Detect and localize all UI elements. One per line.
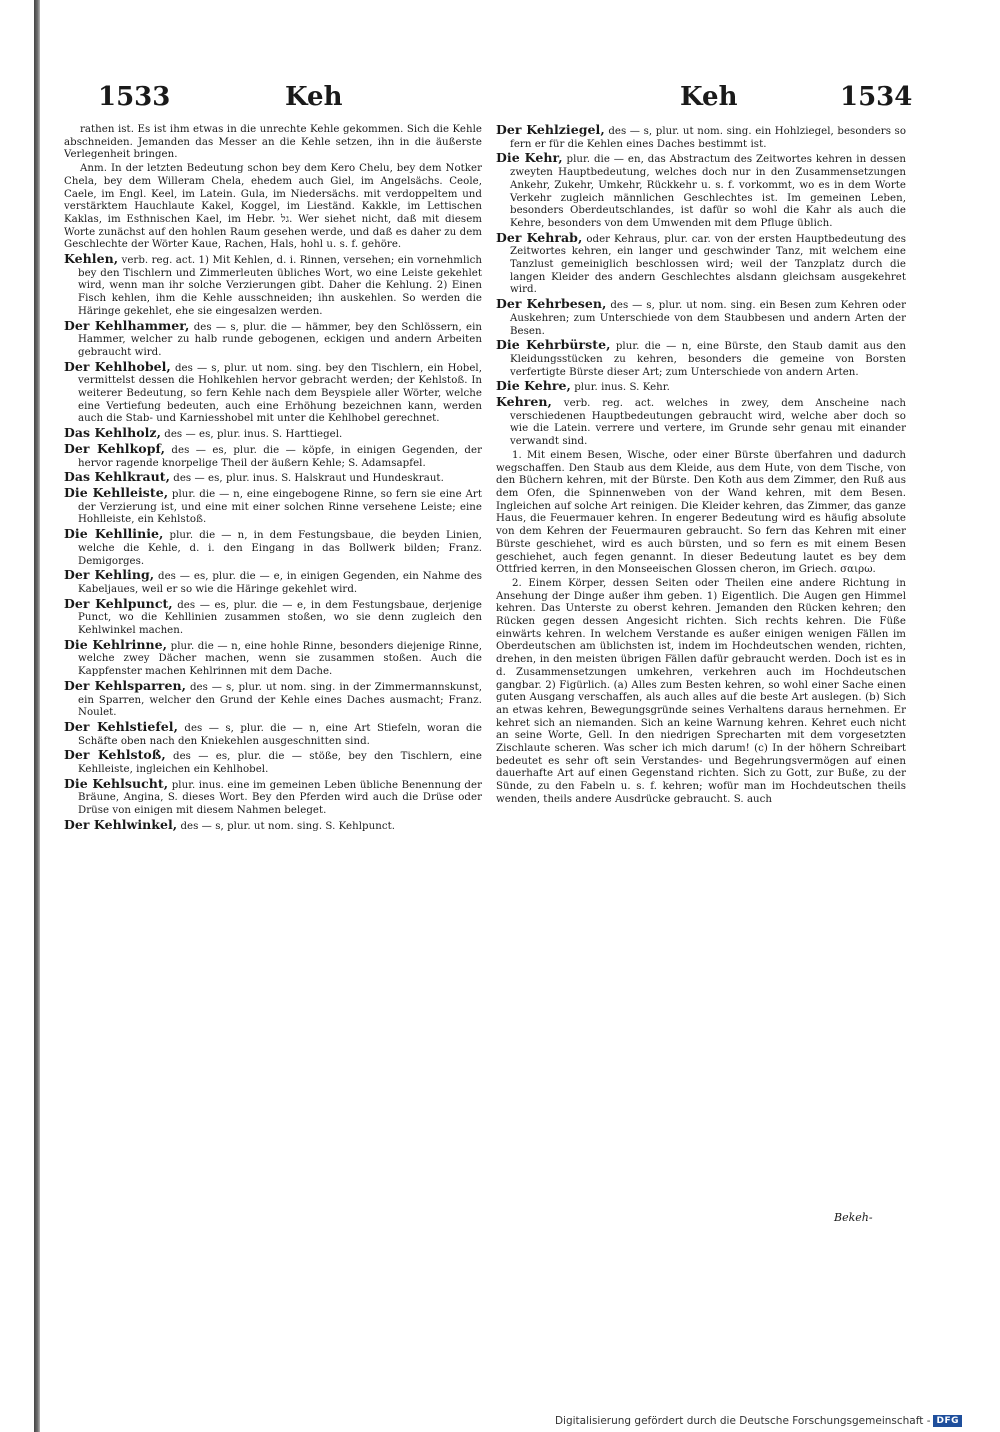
dictionary-entry (64, 749, 482, 776)
entry-headword: Der Kehlziegel, (496, 124, 605, 137)
dictionary-entry (64, 528, 482, 568)
entry-text: plur. inus. S. Kehr. (574, 382, 670, 394)
entry-text: des — s, plur. die — hämmer, bey den Schlössern, ein Hammer, welcher zu halb runde gebogenen, eckigen und andern Arbeiten gebraucht wird. (78, 321, 482, 358)
dictionary-entry (64, 636, 482, 679)
entry-text: plur. die — n, eine eingebogene Rinne, so fern sie eine Art der Verzierung ist, und eine mit einer solchen Rinne versehene Leiste; eine Hohlleiste, ein Kehlstoß. (78, 488, 482, 526)
dictionary-entry (64, 484, 482, 527)
entry-headword: Die Kehlleiste, (64, 484, 169, 500)
footer (555, 1413, 962, 1429)
left-column (64, 124, 482, 1184)
entry-headword: Der Kehlkopf, (64, 440, 166, 456)
entry-headword: Kehlen, (64, 251, 119, 267)
entry-headword: Kehren, (496, 394, 552, 410)
dictionary-entry (496, 229, 906, 298)
entry-text: plur. inus. eine im gemeinen Leben übliche Benennung der Bräune, Angina, S. dieses Wort. Bey den Pferden wird auch die Drüse oder Drüse von einigen mit diesem Nahmen beleget. (78, 779, 482, 817)
dictionary-entry (496, 380, 906, 395)
entry-text: des — es, plur. die — köpfe, in einigen Gegenden, der hervor ragende knorpelige Theil der äußern Kehle; S. Adamsapfel. (78, 444, 482, 469)
running-head-right: Keh (680, 82, 738, 112)
dfg-logo: DFG (933, 1415, 962, 1427)
entry-text: 1. Mit einem Besen, Wische, oder einer Bürste überfahren und dadurch wegschaffen. Den Staub aus dem Kleide, aus dem Hute, von dem Tische, von den Büchern kehren, mit der Bürste. Den Koth aus dem Zimmer, den Ruß aus dem Ofen, die Spinnenweben von der Wand kehren, mit dem Besen. Ingleichen auf solche Art reinigen. Die Kleider kehren, das Zimmer, das ganze Haus, die Feuermauer kehren. In engerer Bedeutung wird es häufig absolute von dem Kehren der Feuermauren gebraucht. So fern das Kehren mit einer Bürste geschiehet, wird es auch bürsten, und so fern es mit einem Besen geschiehet, auch fegen genannt. In dieser Bedeutung lautet es bey dem Ottfried kerren, in den Monseeischen Glossen cheron, im Griech. σαιρω. (496, 449, 906, 576)
entry-headword: Das Kehlholz, (64, 425, 161, 441)
entry-text: verb. reg. act. welches in zwey, dem Anscheine nach verschiedenen Hauptbedeutungen gebraucht wird, welche aber doch so wie die Latein. verrere und vertere, im Grunde sehr genau mit einander verwandt sind. (510, 398, 906, 448)
entry-text: des — s, plur. die — n, eine Art Stiefeln, woran die Schäfte oben nach den Kniekehlen ausgeschnitten sind. (78, 722, 482, 747)
dictionary-entry (64, 595, 482, 638)
entry-headword: Der Kehlwinkel, (64, 816, 178, 832)
dictionary-entry (64, 440, 482, 470)
entry-headword: Der Kehlstoß, (64, 747, 166, 763)
scan-binding-edge (34, 0, 40, 1432)
entry-paragraph (496, 578, 906, 807)
entry-text: verb. reg. act. 1) Mit Kehlen, d. i. Rinnen, versehen; ein vornehmlich bey den Tischlern und Zimmerleuten übliches Wort, wo eine Leiste gekehlet wird, wenn man ihr solche Verzierungen gibt. Daher die Kehlung. 2) Einen Fisch kehlen, ihm die Kehle ausschneiden; ihn auskehlen. So werden die Häringe gekehlet, ehe sie eingesalzen werden. (78, 255, 482, 317)
entry-text: rathen ist. Es ist ihm etwas in die unrechte Kehle gekommen. Sich die Kehle abschneiden. Jemanden das Messer an die Kehle setzen, ihn in die äußerste Verlegenheit bringen. (64, 124, 482, 161)
dictionary-entry (64, 427, 482, 442)
entry-text: oder Kehraus, plur. car. von der ersten Hauptbedeutung des Zeitwortes kehren, ein langer und geschwinder Tanz, mit welchem eine Tanzlust gemeiniglich beschlossen wird; weil der Tanzplatz durch die langen Kleider des andern Geschlechtes alsdann gleichsam ausgekehret wird. (510, 233, 906, 296)
dictionary-entry (64, 677, 482, 720)
dictionary-entry (496, 339, 906, 379)
entry-text: des — s, plur. ut nom. sing. in der Zimmermannskunst, ein Sparren, welcher den Grund der Kehle eines Daches ausmacht; Franz. Noulet. (78, 681, 482, 719)
dictionary-entry (64, 253, 482, 319)
catchword: Bekeh- (834, 1211, 873, 1224)
entry-headword: Die Kehlrinne, (64, 636, 168, 652)
entry-headword: Die Kehlsucht, (64, 775, 169, 791)
right-column (496, 124, 906, 1224)
dictionary-entry (496, 396, 906, 449)
entry-text: des — s, plur. ut nom. sing. bey den Tischlern, ein Hobel, vermittelst dessen die Hohlkehlen hervor gebracht werden; der Kehlstoß. In weiterer Bedeutung, so fern Kehle nach dem Beyspiele aller Wörter, welche eine Vertiefung bedeuten, auch eine Erhöhung bezeichnen kann, werden auch die Stab- und Karniesshobel mit unter die Kehlhobel gerechnet. (78, 362, 482, 425)
entry-text: des — es, plur. die — stöße, bey den Tischlern, eine Kehlleiste, ingleichen ein Kehlhobel. (78, 751, 482, 776)
dictionary-entry (64, 816, 482, 834)
running-head-left: Keh (285, 82, 343, 112)
entry-paragraph (64, 163, 482, 252)
entry-paragraph (64, 124, 482, 162)
entry-text: plur. die — n, in dem Festungsbaue, die beyden Linien, welche die Kehle, d. i. den Eingang in das Bollwerk bilden; Franz. Demigorges. (78, 530, 482, 567)
entry-headword: Der Kehlhobel, (64, 358, 171, 374)
entry-headword: Die Kehllinie, (64, 526, 164, 542)
entry-text: des — s, plur. ut nom. sing. ein Besen zum Kehren oder Auskehren; zum Unterschiede von dem Staubbesen und andern Arten der Besen. (510, 300, 906, 337)
dictionary-entry (64, 471, 482, 486)
entry-text: 2. Einem Körper, dessen Seiten oder Theilen eine andere Richtung in Ansehung der Dinge außer ihm geben. 1) Eigentlich. Die Augen gen Himmel kehren. Das Unterste zu oberst kehren. Jemanden den Rücken kehren; den Rücken gegen dessen Angesicht richten. Sich rechts kehren. Die Füße einwärts kehren. In welchem Verstande es außer einigen wenigen Fällen im Oberdeutschen am üblichsten ist, indem im Hochdeutschen wenden, richten, drehen, in den meisten übrigen Fällen dafür gebraucht werden. Doch ist es in d. Zusammensetzungen umkehren, verkehren auch im Hochdeutschen gangbar. 2) Figürlich. (a) Alles zum Besten kehren, so wohl einer Sache einen guten Ausgang verschaffen, als auch alles auf die beste Art auslegen. (b) Sich an etwas kehren, Bewegungsgründe seines Verhaltens daraus hernehmen. Er kehret sich an niemanden. Sich an keine Warnung kehren. Kehret euch nicht an seine Worte, Gell. In den niedrigen Sprecharten mit dem vorgesetzten Zischlaute scheren. Was scher ich mich darum! (c) In der höhern Schreibart bedeutet es sehr oft sein Verstandes- und Begehrungsvermögen auf einen dauerhafte Art auf einen Gegenstand richten. Sich zu Gott, zur Buße, zu der Sünde, zu den Fabeln u. s. f. kehren; wofür man im Hochdeutschen theils wenden, theils andere Ausdrücke gebraucht. S. auch (496, 577, 906, 805)
entry-headword: Das Kehlkraut, (64, 469, 170, 485)
dictionary-entry (64, 569, 482, 596)
entry-headword: Die Kehrbürste, (496, 337, 611, 353)
entry-headword: Der Kehlstiefel, (64, 718, 178, 734)
dictionary-entry (496, 298, 906, 338)
page-number-right: 1534 (840, 82, 913, 112)
entry-headword: Der Kehlhammer, (64, 317, 190, 333)
entry-text: plur. die — n, eine Bürste, den Staub damit aus den Kleidungsstücken zu kehren, besonders die gemeine von Borsten verfertigte Bürste dieser Art; zum Unterschiede von andern Arten. (510, 341, 906, 378)
entry-headword: Der Kehrab, (496, 229, 583, 245)
entry-headword: Der Kehling, (64, 567, 155, 583)
entry-text: des — es, plur. inus. S. Halskraut und Hundeskraut. (173, 473, 444, 485)
dictionary-entry (64, 775, 482, 818)
entry-headword: Die Kehr, (496, 150, 563, 166)
page-number-left: 1533 (98, 82, 171, 112)
entry-headword: Der Kehrbesen, (496, 296, 607, 312)
dictionary-entry (64, 718, 482, 748)
entry-headword: Der Kehlsparren, (64, 677, 186, 693)
entry-text: des — s, plur. ut nom. sing. ein Hohlziegel, besonders so fern er für die Kehlen eines Daches bestimmt ist. (510, 126, 906, 150)
dictionary-entry (496, 124, 906, 151)
entry-text: Anm. In der letzten Bedeutung schon bey dem Kero Chelu, bey dem Notker Chela, bey dem Willeram Chela, ehedem auch Giel, im Angelsächs. Ceole, Caele, im Engl. Keel, im Latein. Gula, im Niedersächs. mit verdoppeltem und verstärktem Hauchlaute Kakel, Koggel, im Lieständ. Kakkle, im Lettischen Kaklas, im Esthnischen Kael, im Hebr. גל. Wer siehet nicht, daß mit diesem Worte zunächst auf den hohlen Raum gesehen werde, und daß es daher zu dem Geschlechte der Wörter Kaue, Rachen, Hals, hohl u. s. f. gehöre. (64, 163, 482, 251)
entry-headword: Der Kehlpunct, (64, 595, 173, 611)
entry-headword: Die Kehre, (496, 378, 571, 394)
entry-text: des — es, plur. inus. S. Harttiegel. (164, 429, 343, 441)
dictionary-entry (64, 358, 482, 427)
dictionary-entry (496, 152, 906, 230)
entry-text: plur. die — n, eine hohle Rinne, besonders diejenige Rinne, welche zwey Dächer machen, wenn sie zusammen stoßen. Auch die Kappfenster machen Kehlrinnen mit dem Dache. (78, 640, 482, 678)
entry-text: des — es, plur. die — e, in dem Festungsbaue, derjenige Punct, wo die Kehllinien zusammen stoßen, wo sie denn zugleich den Kehlwinkel machen. (78, 599, 482, 637)
entry-text: plur. die — en, das Abstractum des Zeitwortes kehren in dessen zweyten Hauptbedeutung, welches doch nur in den Zusammensetzungen Ankehr, Zukehr, Umkehr, Rückkehr u. s. f. vorkommt, wo es in dem Worte Verkehr zugleich männlichen Geschlechtes ist. Im gemeinen Leben, besonders Oberdeutschlandes, ist dafür so wohl die Kahr als auch die Kehre, besonders von dem Umwenden mit dem Pfluge üblich. (510, 154, 906, 229)
entry-text: des — es, plur. die — e, in einigen Gegenden, ein Nahme des Kabeljaues, weil er so wie die Häringe gekehlet wird. (78, 571, 482, 595)
dictionary-entry (64, 317, 482, 360)
footer-text: Digitalisierung gefördert durch die Deutsche Forschungsgemeinschaft - (554, 1415, 931, 1427)
entry-paragraph (496, 450, 906, 577)
entry-text: des — s, plur. ut nom. sing. S. Kehlpunct. (180, 820, 396, 832)
